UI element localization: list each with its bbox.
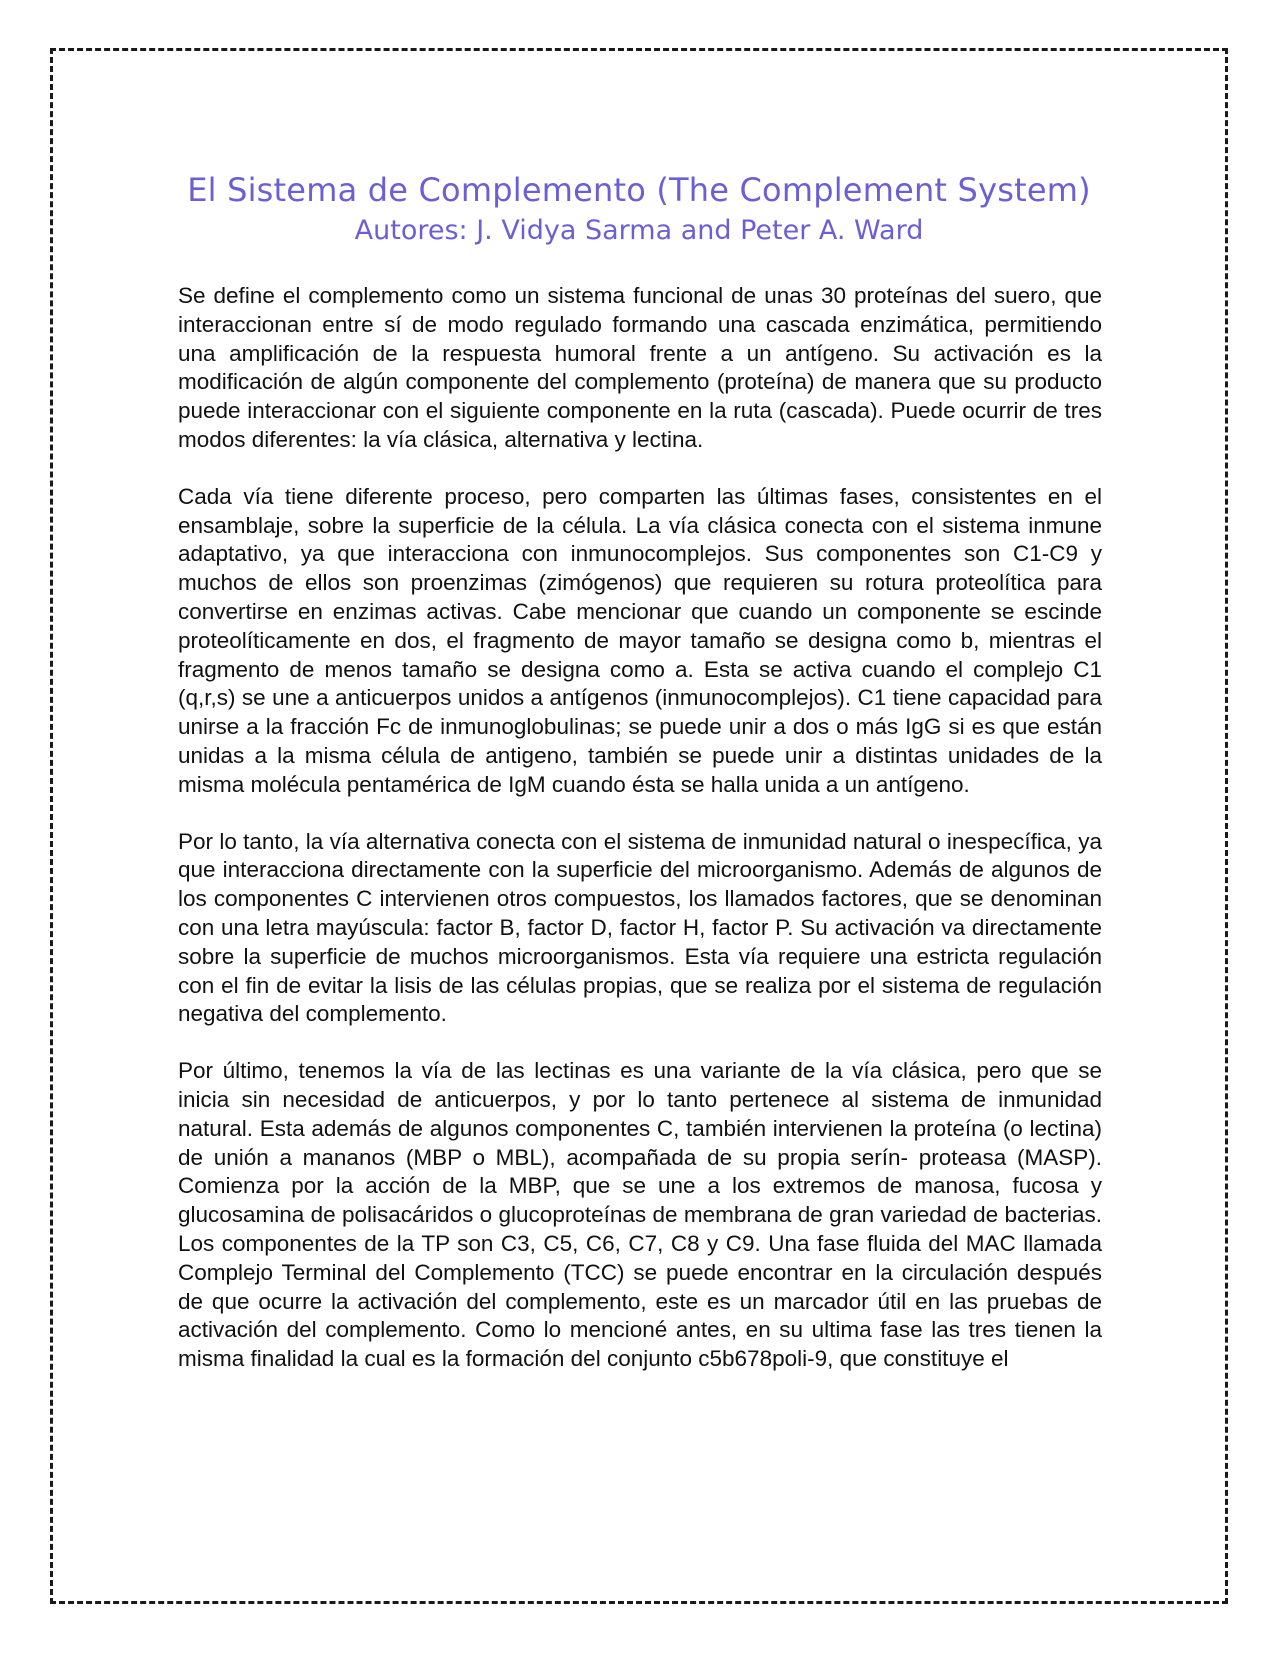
paragraph-4: Por último, tenemos la vía de las lectinas es una variante de la vía clásica, pero que se inicia sin necesidad de anticuerpos, y por lo tanto pertenece al sistema de inmunidad natural. Esta además de algunos componentes C, también intervienen la proteína (o lectina) de unión a mananos (MBP o MBL), acompañada de su propia serín- proteasa (MASP). Comienza por la acción de la MBP, que se une a los extremos de manosa, fucosa y glucosamina de polisacáridos o glucoproteínas de membrana de gran variedad de bacterias. Los componentes de la TP son C3, C5, C6, C7, C8 y C9. Una fase fluida del MAC llamada Complejo Terminal del Complemento (TCC) se puede encontrar en la circulación después de que ocurre la activación del complemento, este es un marcador útil en las pruebas de activación del complemento. Como lo mencioné antes, en su ultima fase las tres tienen la misma finalidad la cual es la formación del conjunto c5b678poli-9, que constituye el	[178, 1058, 1102, 1372]
paragraph-1: Se define el complemento como un sistema funcional de unas 30 proteínas del suero, que interaccionan entre sí de modo regulado formando una cascada enzimática, permitiendo una amplificación de la respuesta humoral frente a un antígeno. Su activación es la modificación de algún componente del complemento (proteína) de manera que su producto puede interaccionar con el siguiente componente en la ruta (cascada). Puede ocurrir de tres modos diferentes: la vía clásica, alternativa y lectina.	[178, 283, 1102, 452]
title-block	[50, 168, 1228, 250]
paragraph-3: Por lo tanto, la vía alternativa conecta con el sistema de inmunidad natural o inespecífica, ya que interacciona directamente con la superficie del microorganismo. Además de algunos de los componentes C intervienen otros compuestos, los llamados factores, que se denominan con una letra mayúscula: factor B, factor D, factor H, factor P. Su activación va directamente sobre la superficie de muchos microorganismos. Esta vía requiere una estricta regulación con el fin de evitar la lisis de las células propias, que se realiza por el sistema de regulación negativa del complemento.	[178, 828, 1102, 1027]
paragraph-2: Cada vía tiene diferente proceso, pero comparten las últimas fases, consistentes en el ensamblaje, sobre la superficie de la célula. La vía clásica conecta con el sistema inmune adaptativo, ya que interacciona con inmunocomplejos. Sus componentes son C1-C9 y muchos de ellos son proenzimas (zimógenos) que requieren su rotura proteolítica para convertirse en enzimas activas. Cabe mencionar que cuando un componente se escinde proteolíticamente en dos, el fragmento de mayor tamaño se designa como b, mientras el fragmento de menos tamaño se designa como a. Esta se activa cuando el complejo C1 (q,r,s) se une a anticuerpos unidos a antígenos (inmunocomplejos). C1 tiene capacidad para unirse a la fracción Fc de inmunoglobulinas; se puede unir a dos o más IgG si es que están unidas a la misma célula de antigeno, también se puede unir a distintas unidades de la misma molécula pentamérica de IgM cuando ésta se halla unida a un antígeno.	[178, 483, 1102, 797]
document-title: El Sistema de Complemento (The Complement System)	[187, 171, 1091, 209]
document-authors: Autores: J. Vidya Sarma and Peter A. Ward	[354, 215, 924, 246]
document-body	[178, 282, 1102, 1402]
